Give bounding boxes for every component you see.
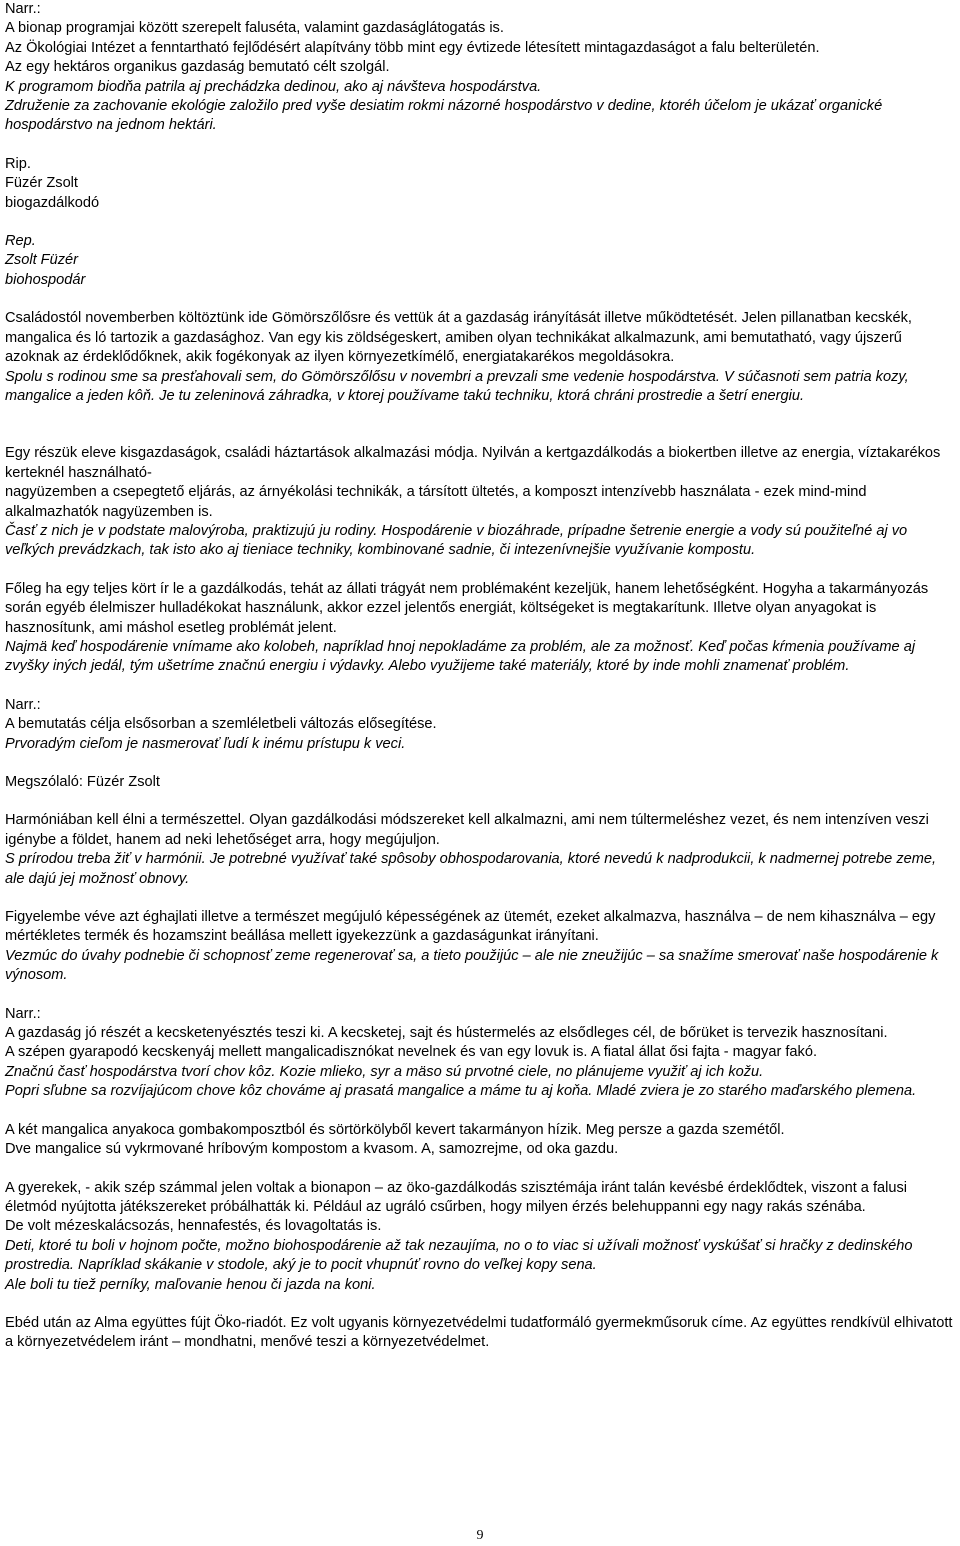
paragraph: Az egy hektáros organikus gazdaság bemutató célt szolgál. [5,59,390,76]
paragraph: nagyüzemben a csepegtető eljárás, az árnyékolási technikák, a társított ültetés, a komposzt intenzívebb használata - ezek mind-mind alkalmazhatók nagyüzemben is. [5,484,867,520]
paragraph: A gyerekek, - akik szép számmal jelen voltak a bionapon – az öko-gazdálkodás szisztémája iránt talán kevésbé érdeklődtek, viszont a falusi életmód nyújtotta játékszereket próbálhatták ki. Például az ugráló csűrben, hogy milyen érzés belehuppanni egy nagy rakás szénába. [5,1179,908,1215]
paragraph: K programom biodňa patrila aj prechádzka dedinou, ako aj návšteva hospodárstva. [5,78,542,95]
paragraph: Főleg ha egy teljes kört ír le a gazdálkodás, tehát az állati trágyát nem problémaként kezeljük, hanem lehetőségként. Hogyha a takarmányozás során egyéb élelmiszer hulladékokat használunk, akkor ezzel jelentős energiát, költségeket is megtakarítunk. Illetve olyan anyagokat is hasznosítunk, ami máshol esetleg problémát jelent. [5,580,929,636]
section-interviewee-sk [5,232,955,290]
paragraph: Figyelembe véve azt éghajlati illetve a természet megújuló képességének az ütemét, ezeket alkalmazva, használva – de nem kihasználva – egy mértékletes termék és hozamszint beállása mellett igyekezzünk a gazdaságunkat irányítani. [5,909,936,945]
paragraph: Značnú časť hospodárstva tvorí chov kôz. Kozie mlieko, syr a mäso sú prvotné ciele, no plánujeme využiť aj ich kožu. [5,1063,764,1080]
paragraph: A bemutatás célja elsősorban a szemléletbeli változás elősegítése. [5,716,437,733]
page-number: 9 [476,1528,484,1543]
paragraph: Füzér Zsolt [5,175,78,192]
section-harmony [5,811,955,889]
section-alma [5,1314,955,1353]
paragraph: Zsolt Füzér [5,252,78,269]
paragraph: Popri sľubne sa rozvíjajúcom chove kôz chováme aj prasatá mangalice a máme tu aj koňa. Mladé zviera je zo starého maďarského plemena. [5,1083,917,1100]
paragraph: A bionap programjai között szerepelt faluséta, valamint gazdaságlátogatás is. [5,20,504,37]
section-interviewee-hu [5,155,955,213]
paragraph: Ale boli tu tiež perníky, maľovanie henou či jazda na koni. [5,1276,376,1293]
paragraph: Narr.: [5,696,41,713]
paragraph: Megszólaló: Füzér Zsolt [5,774,160,790]
section-narr-goal [5,696,955,754]
paragraph: Narr.: [5,1005,41,1022]
section-narr-goats [5,1005,955,1102]
paragraph: De volt mézeskalácsozás, hennafestés, és lovagoltatás is. [5,1218,382,1235]
paragraph: Dve mangalice sú vykrmované hríbovým kompostom a kvasom. A, samozrejme, od oka gazdu. [5,1141,619,1158]
paragraph: biogazdálkodó [5,194,100,211]
paragraph: A gazdaság jó részét a kecsketenyésztés teszi ki. A kecsketej, sajt és hústermelés az elsődleges cél, de bőrüket is tervezik hasznosítani. [5,1025,888,1042]
paragraph: Rep. [5,233,36,250]
paragraph: Združenie za zachovanie ekológie založilo pred vyše desiatim rokmi názorné hospodárstvo v dedine, ktoréh účelom je ukázať organické hospodárstvo na jednom hektári. [5,98,883,134]
paragraph: Spolu s rodinou sme sa presťahovali sem, do Gömörszőlősu v novembri a prevzali sme vedenie hospodárstva. V súčasnoti sem patria kozy, mangalice a jeden kôň. Je tu zeleninová záhradka, v ktorej používame takú techniku, ktorá chráni prostredie a šetrí energiu. [5,368,909,404]
paragraph: Harmóniában kell élni a természettel. Olyan gazdálkodási módszereket kell alkalmazni, ami nem túltermeléshez vezet, és nem intenzíven veszi igénybe a földet, hanem ad neki lehetőséget arra, hogy megújuljon. [5,812,929,848]
paragraph: Časť z nich je v podstate malovýroba, praktizujú ju rodiny. Hospodárenie v biozáhrade, prípadne šetrenie energie a vody sú použiteľné aj vo veľkých prevádzkach, tak isto ako aj tieniace techniky, kombinované sadnie, či intezenívnejšie využívanie kompostu. [5,522,908,559]
paragraph: Narr.: [5,1,41,17]
paragraph: Najmä keď hospodárenie vnímame ako kolobeh, napríklad hnoj nepokladáme za problém, ale za možnosť. Keď počas kŕmenia používame aj zvyšky iných jedál, tým ušetríme značnú energiu i výdavky. Alebo využijeme také materiály, ktoré by inde mohli znamenať problém. [5,638,916,675]
paragraph: A két mangalica anyakoca gombakomposztból és sörtörkölyből kevert takarmányon hízik. Meg persze a gazda szemétől. [5,1121,785,1138]
section-full-cycle [5,580,955,677]
paragraph: Prvoradým cieľom je nasmerovať ľudí k inému prístupu k veci. [5,735,406,752]
paragraph: Deti, ktoré tu boli v hojnom počte, možno biohospodárenie až tak nezaujíma, no o to viac si užívali možnosť vyskúšať si hračky z dedinského prostredia. Napríklad skákanie v stodole, aký je to pocit vhupnúť rovno do veľkej kopy sena. [5,1237,913,1274]
paragraph: Ebéd után az Alma együttes fújt Öko-riadót. Ez volt ugyanis környezetvédelmi tudatformáló gyermekműsoruk címe. Az együttes rendkívül elhivatott a környezetvédelem iránt – mondhatni, menővé teszi a környezetvédelmet. [5,1314,953,1351]
section-narr-intro [5,0,955,136]
document-page [5,0,955,1353]
paragraph: biohospodár [5,271,86,288]
paragraph: Az Ökológiai Intézet a fenntartható fejlődésért alapítvány több mint egy évtizede létesített mintagazdaságot a falu belterületén. [5,39,820,56]
paragraph: S prírodou treba žiť v harmónii. Je potrebné využívať také spôsoby obhospodarovania, ktoré nevedú k nadprodukcii, k nadmernej potrebe zeme, ale dajú jej možnosť obnovy. [5,851,937,887]
section-small-farms [5,444,955,560]
paragraph: Családostól novemberben költöztünk ide Gömörszőlősre és vettük át a gazdaság irányítását illetve működtetését. Jelen pillanatban kecskék, mangalica és ló tartozik a gazdasághoz. Van egy kis zöldségeskert, amiben olyan technikákat alkalmazunk, ami bemutatható, vagy újszerű azoknak az érdeklődőknek, akik fogékonyak az ilyen környezetkímélő, energiatakarékos megoldásokra. [5,310,912,366]
section-climate [5,908,955,986]
paragraph: Rip. [5,155,31,172]
paragraph: Vezmúc do úvahy podnebie či schopnosť zeme regenerovať sa, a tieto použijúc – ale nie zneužijúc – sa snažíme smerovať naše hospodárenie k výnosom. [5,947,939,984]
paragraph: A szépen gyarapodó kecskenyáj mellett mangalicadisznókat nevelnek és van egy lovuk is. A fiatal állat ősi fajta - magyar fakó. [5,1044,818,1061]
section-farm-description [5,309,955,406]
section-children [5,1179,955,1295]
section-speaker [5,773,955,792]
section-mangalica [5,1121,955,1160]
paragraph: Egy részük eleve kisgazdaságok, családi háztartások alkalmazási módja. Nyilván a kertgazdálkodás a biokertben illetve az energia, víztakarékos kerteknél használható- [5,445,941,481]
